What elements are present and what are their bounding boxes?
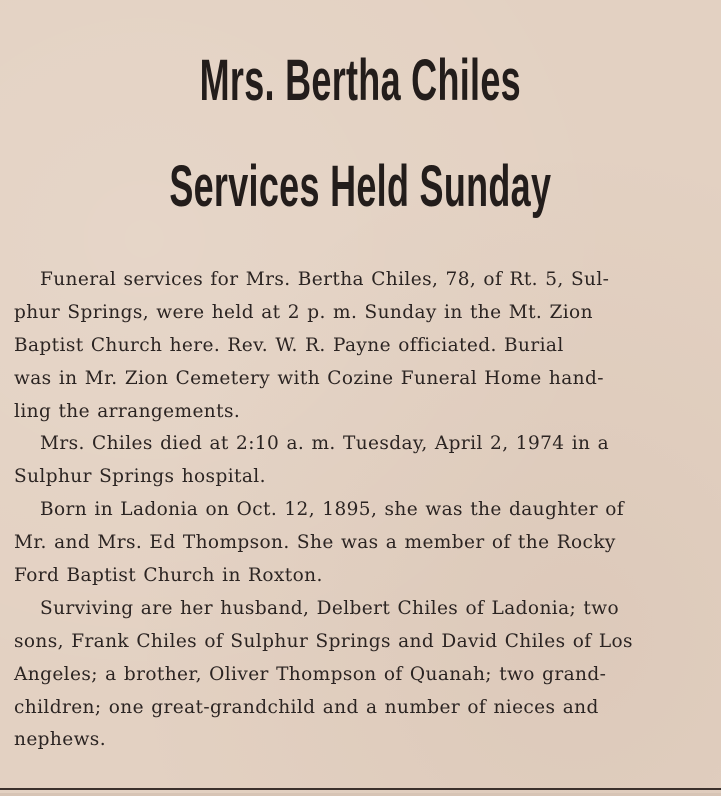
body-line: was in Mr. Zion Cemetery with Cozine Funeral Home hand- [14, 367, 604, 389]
body-line: Surviving are her husband, Delbert Chiles of Ladonia; two [40, 597, 620, 619]
body-line: Sulphur Springs hospital. [14, 466, 266, 488]
body-line: sons, Frank Chiles of Sulphur Springs and David Chiles of Los [14, 630, 633, 652]
body-line: Mrs. Chiles died at 2:10 a. m. Tuesday, April 2, 1974 in a [40, 433, 610, 455]
body-line: Born in Ladonia on Oct. 12, 1895, she was the daughter of [40, 499, 625, 521]
bottom-rule [0, 788, 721, 790]
body-line: phur Springs, were held at 2 p. m. Sunday in the Mt. Zion [14, 301, 593, 323]
body-line: Angeles; a brother, Oliver Thompson of Quanah; two grand- [14, 663, 607, 685]
article-body [14, 264, 720, 757]
body-line: ling the arrangements. [14, 400, 241, 422]
headline-line-2: Services Held Sunday [169, 154, 552, 219]
body-line: Funeral services for Mrs. Bertha Chiles, 78, of Rt. 5, Sul- [40, 269, 610, 290]
body-line: Ford Baptist Church in Roxton. [14, 565, 323, 587]
body-line: children; one great-grandchild and a number of nieces and [14, 696, 599, 718]
body-line: Mr. and Mrs. Ed Thompson. She was a member of the Rocky [14, 532, 616, 554]
body-line: Baptist Church here. Rev. W. R. Payne officiated. Burial [14, 334, 564, 356]
body-line: nephews. [14, 729, 106, 751]
headline-line-1: Mrs. Bertha Chiles [199, 48, 521, 113]
